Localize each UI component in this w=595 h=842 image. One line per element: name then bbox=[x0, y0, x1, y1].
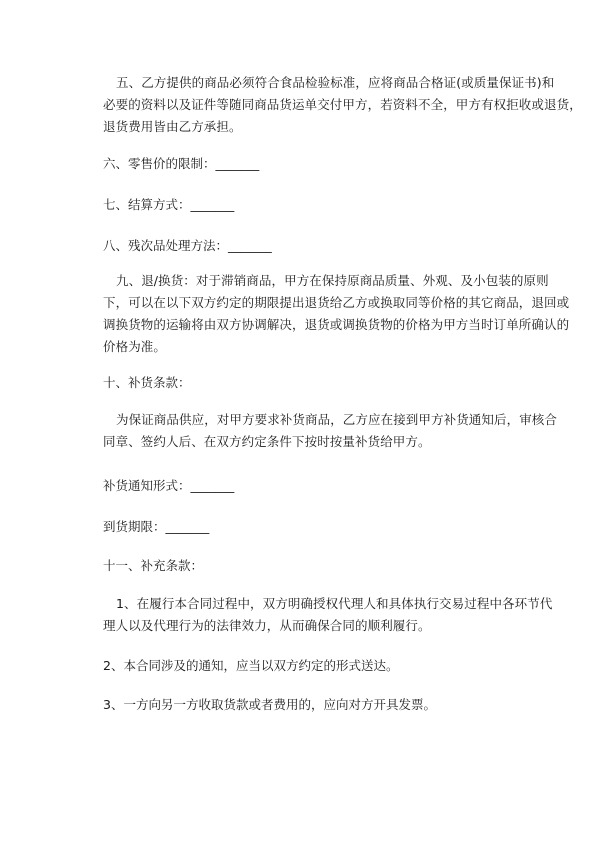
clause-9-line-3: 调换货物的运输将由双方协调解决，退货或调换货物的价格为甲方当时订单所确认的 bbox=[103, 317, 570, 332]
clause-10-notice-form: 补货通知形式：_______ bbox=[103, 478, 235, 493]
clause-11-1-paragraph bbox=[90, 593, 553, 637]
clause-5-line-3: 退货费用皆由乙方承担。 bbox=[103, 119, 242, 134]
clause-11-heading: 十一、补充条款： bbox=[103, 558, 204, 573]
clause-9-line-2: 下，可以在以下双方约定的期限提出退货给乙方或换取同等价格的其它商品，退回或 bbox=[103, 295, 570, 310]
clause-9-paragraph bbox=[90, 270, 570, 358]
clause-9-line-1: 九、退/换货：对于滞销商品，甲方在保持原商品质量、外观、及小包装的原则 bbox=[116, 273, 549, 288]
clause-10-delivery-deadline: 到货期限：_______ bbox=[103, 519, 210, 534]
clause-10-heading: 十、补货条款： bbox=[103, 375, 191, 390]
clause-6-retail-price-limit: 六、零售价的限制：_______ bbox=[103, 156, 260, 171]
clause-11-1-line-1: 1、在履行本合同过程中，双方明确授权代理人和具体执行交易过程中各环节代 bbox=[116, 596, 553, 611]
clause-10-body-paragraph bbox=[90, 409, 558, 453]
clause-5-paragraph bbox=[90, 72, 582, 138]
clause-5-line-2: 必要的资料以及证件等随同商品货运单交付甲方，若资料不全，甲方有权拒收或退货， bbox=[103, 97, 582, 112]
clause-11-3: 3、一方向另一方收取货款或者费用的，应向对方开具发票。 bbox=[103, 697, 436, 712]
clause-9-line-4: 价格为准。 bbox=[103, 339, 167, 354]
clause-11-2: 2、本合同涉及的通知，应当以双方约定的形式送达。 bbox=[103, 658, 399, 673]
clause-11-1-line-2: 理人以及代理行为的法律效力，从而确保合同的顺利履行。 bbox=[103, 618, 431, 633]
clause-7-settlement-method: 七、结算方式：_______ bbox=[103, 197, 235, 212]
clause-10-body-line-2: 同章、签约人后、在双方约定条件下按时按量补货给甲方。 bbox=[103, 434, 431, 449]
clause-5-line-1: 五、乙方提供的商品必须符合食品检验标准，应将商品合格证(或质量保证书)和 bbox=[116, 75, 555, 90]
clause-8-defective-goods-handling: 八、残次品处理方法：_______ bbox=[103, 238, 272, 253]
clause-10-body-line-1: 为保证商品供应，对甲方要求补货商品，乙方应在接到甲方补货通知后，审核合 bbox=[116, 412, 558, 427]
